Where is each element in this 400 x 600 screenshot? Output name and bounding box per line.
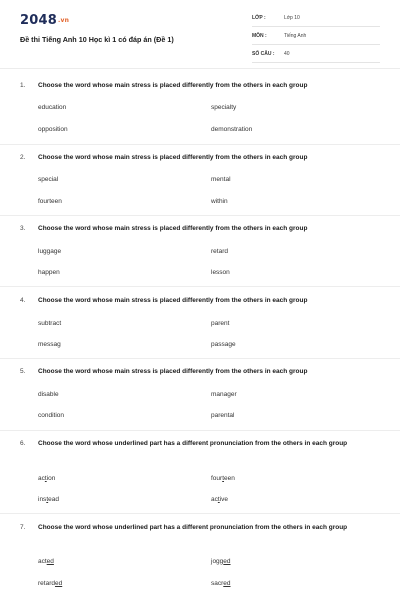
question-text: Choose the word whose main stress is placed differently from the others in each group: [38, 297, 308, 304]
answer-option[interactable]: education: [38, 104, 67, 111]
answer-option[interactable]: retard: [211, 248, 228, 255]
question-number: 6.: [20, 440, 26, 447]
answer-option[interactable]: fourteen: [38, 198, 62, 205]
answer-option[interactable]: parent: [211, 320, 230, 327]
answer-option[interactable]: instead: [38, 496, 59, 503]
question-text: Choose the word whose main stress is placed differently from the others in each group: [38, 368, 308, 375]
question-text: Choose the word whose main stress is placed differently from the others in each group: [38, 154, 308, 161]
question-divider: [0, 215, 400, 216]
answer-option[interactable]: specialty: [211, 104, 237, 111]
answer-option[interactable]: jogged: [211, 558, 231, 565]
meta-label: LỚP :: [252, 15, 266, 21]
answer-option[interactable]: subtract: [38, 320, 62, 327]
answer-option[interactable]: lesson: [211, 269, 230, 276]
answer-option[interactable]: retarded: [38, 580, 63, 587]
question-text: Choose the word whose main stress is placed differently from the others in each group: [38, 82, 308, 89]
question-number: 1.: [20, 82, 26, 89]
answer-option[interactable]: opposition: [38, 126, 68, 133]
question-number: 3.: [20, 225, 26, 232]
meta-row-subject: [252, 30, 380, 45]
question-number: 2.: [20, 154, 26, 161]
question-number: 7.: [20, 524, 26, 531]
answer-option[interactable]: parental: [211, 412, 235, 419]
answer-option[interactable]: acted: [38, 558, 54, 565]
answer-option[interactable]: luggage: [38, 248, 62, 255]
question-number: 4.: [20, 297, 26, 304]
page-header: [0, 0, 400, 66]
meta-value: 40: [284, 51, 290, 57]
answer-option[interactable]: happen: [38, 269, 60, 276]
question-text: Choose the word whose underlined part has a different pronunciation from the others in each group: [38, 440, 348, 447]
meta-row-class: [252, 12, 380, 27]
question-divider: [0, 513, 400, 514]
header-divider: [0, 68, 400, 69]
answer-option[interactable]: within: [211, 198, 228, 205]
meta-row-question-count: [252, 48, 380, 63]
meta-value: Tiếng Anh: [284, 33, 307, 39]
question-divider: [0, 144, 400, 145]
meta-label: MÔN :: [252, 33, 267, 39]
question-divider: [0, 358, 400, 359]
answer-option[interactable]: mental: [211, 176, 231, 183]
question-text: Choose the word whose underlined part has a different pronunciation from the others in each group: [38, 524, 348, 531]
exam-title: Đề thi Tiếng Anh 10 Học kì 1 có đáp án (Đề 1): [20, 35, 174, 44]
meta-value: Lớp 10: [284, 15, 300, 21]
logo-text: 2048: [20, 13, 57, 28]
answer-option[interactable]: passage: [211, 341, 236, 348]
answer-option[interactable]: messag: [38, 341, 61, 348]
answer-option[interactable]: demonstration: [211, 126, 253, 133]
site-logo[interactable]: [20, 13, 69, 28]
question-divider: [0, 286, 400, 287]
answer-option[interactable]: disable: [38, 391, 59, 398]
answer-option[interactable]: action: [38, 475, 56, 482]
exam-meta: [252, 12, 380, 66]
logo-suffix: .vn: [57, 17, 70, 24]
question-number: 5.: [20, 368, 26, 375]
answer-option[interactable]: manager: [211, 391, 237, 398]
meta-label: SỐ CÂU :: [252, 51, 275, 57]
question-text: Choose the word whose main stress is placed differently from the others in each group: [38, 225, 308, 232]
question-divider: [0, 430, 400, 431]
answer-option[interactable]: active: [211, 496, 228, 503]
answer-option[interactable]: fourteen: [211, 475, 235, 482]
answer-option[interactable]: special: [38, 176, 59, 183]
answer-option[interactable]: condition: [38, 412, 65, 419]
answer-option[interactable]: sacred: [211, 580, 231, 587]
